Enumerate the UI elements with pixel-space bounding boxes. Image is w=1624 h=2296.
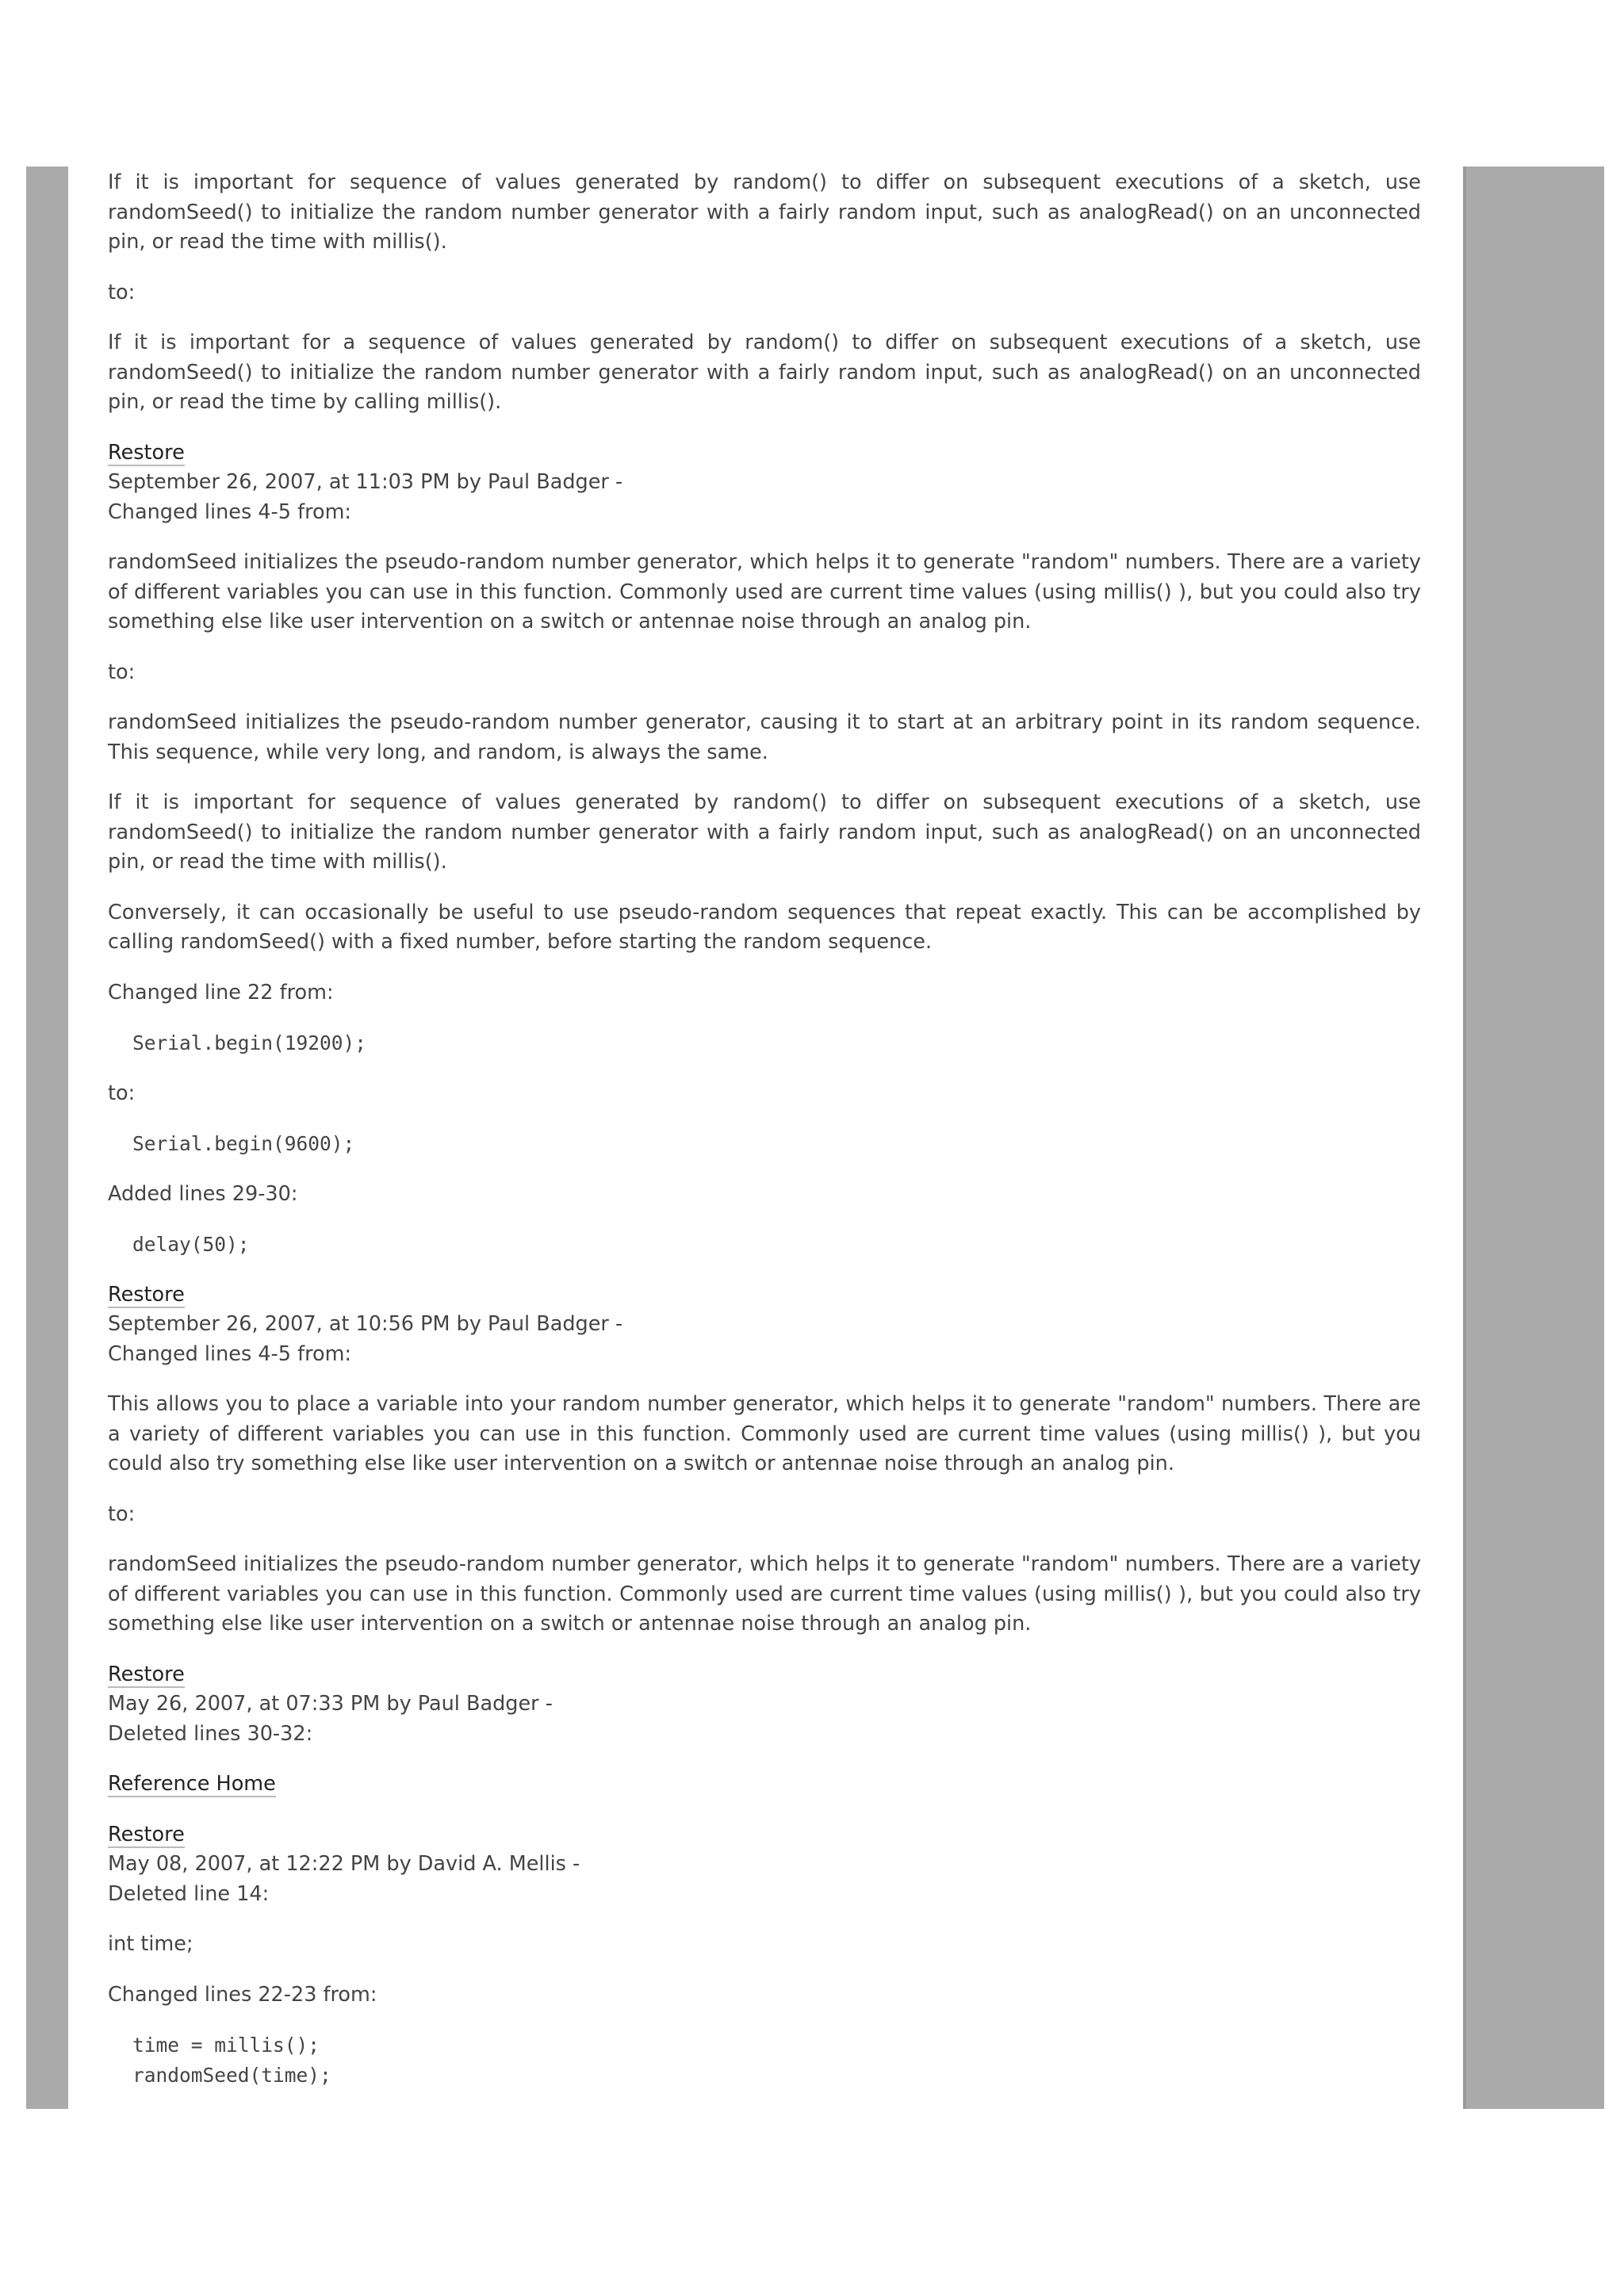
reference-home-link[interactable]: Reference Home	[108, 1772, 276, 1796]
change-summary: Changed line 22 from:	[108, 980, 334, 1004]
restore-link[interactable]: Restore	[108, 1282, 185, 1307]
paragraph-old-text: If it is important for sequence of values generated by random() to differ on subsequent executions of a sketch, use randomSeed() to initialize the random number generator with a fairly random input, such as analogRead() on an unconnected pin, or read the time with millis().	[108, 170, 1421, 254]
right-sidebar-bar	[1463, 166, 1604, 2109]
code-line: randomSeed(time);	[132, 2063, 331, 2087]
paragraph-old-text: This allows you to place a variable into your random number generator, which helps it to generate "random" numbers. There are a variety of different variables you can use in this function. Commonly used are current time values (using millis() ), but you could also try something else like user intervention on a switch or antennae noise through an analog pin.	[108, 1392, 1421, 1475]
revision-meta: May 08, 2007, at 12:22 PM by David A. Mellis -	[108, 1852, 580, 1876]
paragraph-new-text: If it is important for sequence of values generated by random() to differ on subsequent executions of a sketch, use randomSeed() to initialize the random number generator with a fairly random input, such as analogRead() on an unconnected pin, or read the time with millis().	[108, 790, 1421, 874]
revision-meta: May 26, 2007, at 07:33 PM by Paul Badger -	[108, 1692, 553, 1716]
paragraph-new-text: randomSeed initializes the pseudo-random number generator, which helps it to generate "random" numbers. There are a variety of different variables you can use in this function. Commonly used are current time values (using millis() ), but you could also try something else like user intervention on a switch or antennae noise through an analog pin.	[108, 1552, 1421, 1636]
to-label: to:	[108, 1502, 136, 1526]
paragraph-new-text: randomSeed initializes the pseudo-random number generator, causing it to start at an arbitrary point in its random sequence. This sequence, while very long, and random, is always the same.	[108, 710, 1421, 764]
code-block: delay(50);	[132, 1233, 250, 1256]
restore-link[interactable]: Restore	[108, 440, 185, 465]
deleted-text: int time;	[108, 1932, 193, 1956]
paragraph-old-text: randomSeed initializes the pseudo-random number generator, which helps it to generate "random" numbers. There are a variety of different variables you can use in this function. Commonly used are current time values (using millis() ), but you could also try something else like user intervention on a switch or antennae noise through an analog pin.	[108, 550, 1421, 633]
paragraph-new-text: If it is important for a sequence of values generated by random() to differ on subsequent executions of a sketch, use randomSeed() to initialize the random number generator with a fairly random input, such as analogRead() on an unconnected pin, or read the time by calling millis().	[108, 331, 1421, 414]
reference-home-paragraph	[108, 1770, 1421, 1800]
to-label: to:	[108, 660, 136, 684]
revision-change-summary: Deleted lines 30-32:	[108, 1721, 313, 1746]
revision-entry	[108, 1660, 1421, 1750]
to-label: to:	[108, 1081, 136, 1105]
restore-link[interactable]: Restore	[108, 1822, 185, 1846]
change-summary: Added lines 29-30:	[108, 1181, 298, 1206]
revision-meta: September 26, 2007, at 10:56 PM by Paul Badger -	[108, 1312, 623, 1336]
revision-entry	[108, 1820, 1421, 1910]
restore-link[interactable]: Restore	[108, 1662, 185, 1686]
to-label: to:	[108, 280, 136, 304]
change-summary: Changed lines 22-23 from:	[108, 1982, 377, 2007]
code-block	[108, 2030, 1421, 2090]
revision-entry	[108, 1280, 1421, 1370]
revision-change-summary: Changed lines 4-5 from:	[108, 499, 352, 524]
paragraph-new-text: Conversely, it can occasionally be useful to use pseudo-random sequences that repeat exactly. This can be accomplished by calling randomSeed() with a fixed number, before starting the random sequence.	[108, 900, 1421, 954]
revision-meta: September 26, 2007, at 11:03 PM by Paul Badger -	[108, 470, 623, 494]
left-sidebar-bar	[26, 166, 68, 2109]
revision-change-summary: Deleted line 14:	[108, 1881, 270, 1906]
page-history-content	[108, 168, 1421, 2110]
revision-entry	[108, 438, 1421, 528]
revision-change-summary: Changed lines 4-5 from:	[108, 1341, 352, 1366]
code-block: Serial.begin(9600);	[132, 1132, 355, 1155]
code-line: time = millis();	[132, 2034, 320, 2057]
code-block: Serial.begin(19200);	[132, 1031, 367, 1054]
